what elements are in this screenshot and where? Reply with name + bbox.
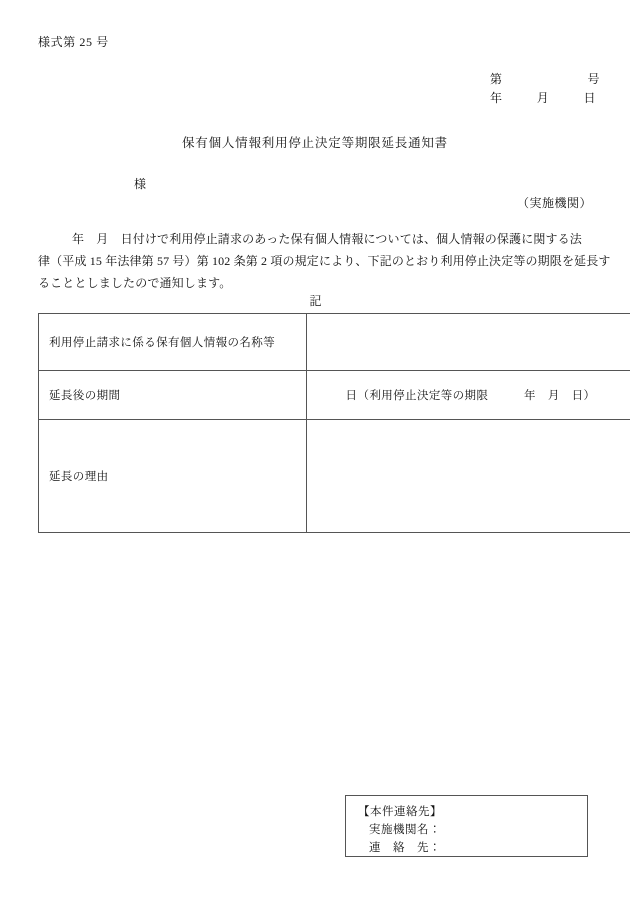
contact-information-box — [345, 795, 588, 857]
contact-heading: 【本件連絡先】 — [358, 806, 442, 818]
form-number: 様式第 25 号 — [38, 35, 109, 49]
record-marker: 記 — [309, 294, 323, 308]
page-title: 保有個人情報利用停止決定等期限延長通知書 — [181, 136, 448, 150]
table-row — [39, 371, 630, 420]
document-date-line — [490, 89, 600, 108]
row-label-extension-reason: 延長の理由 — [39, 420, 307, 533]
extended-period-text: 日（利用停止決定等の期限 年 月 日） — [345, 390, 596, 402]
contact-agency-name-label: 実施機関名： — [369, 824, 441, 836]
date-month-label: 月 — [536, 91, 550, 105]
extension-details-table — [38, 313, 630, 533]
document-meta-block — [490, 70, 600, 108]
body-line-2: 律（平成 15 年法律第 57 号）第 102 条第 2 項の規定により、下記のとおり利用停止決定等の期限を延長す — [38, 254, 611, 268]
row-value-information-name[interactable] — [307, 314, 630, 371]
row-label-information-name: 利用停止請求に係る保有個人情報の名称等 — [39, 314, 307, 371]
table-row — [39, 420, 630, 533]
body-line-1: 年 月 日付けで利用停止請求のあった保有個人情報については、個人情報の保護に関する法 — [72, 232, 582, 246]
row-value-extended-period[interactable] — [307, 371, 630, 420]
document-number-prefix: 第 — [490, 72, 503, 86]
addressee-honorific: 様 — [134, 177, 147, 191]
contact-details-label: 連 絡 先： — [369, 842, 441, 854]
date-year-label: 年 — [490, 91, 503, 105]
row-value-extension-reason[interactable] — [307, 420, 630, 533]
table-row — [39, 314, 630, 371]
issuing-agency: （実施機関） — [516, 196, 592, 210]
row-label-extended-period: 延長後の期間 — [39, 371, 307, 420]
document-number-line — [490, 70, 600, 89]
body-paragraph — [38, 228, 611, 294]
date-day-label: 日 — [583, 91, 596, 105]
document-number-suffix: 号 — [587, 72, 600, 86]
body-line-3: ることとしましたので通知します。 — [38, 276, 232, 290]
